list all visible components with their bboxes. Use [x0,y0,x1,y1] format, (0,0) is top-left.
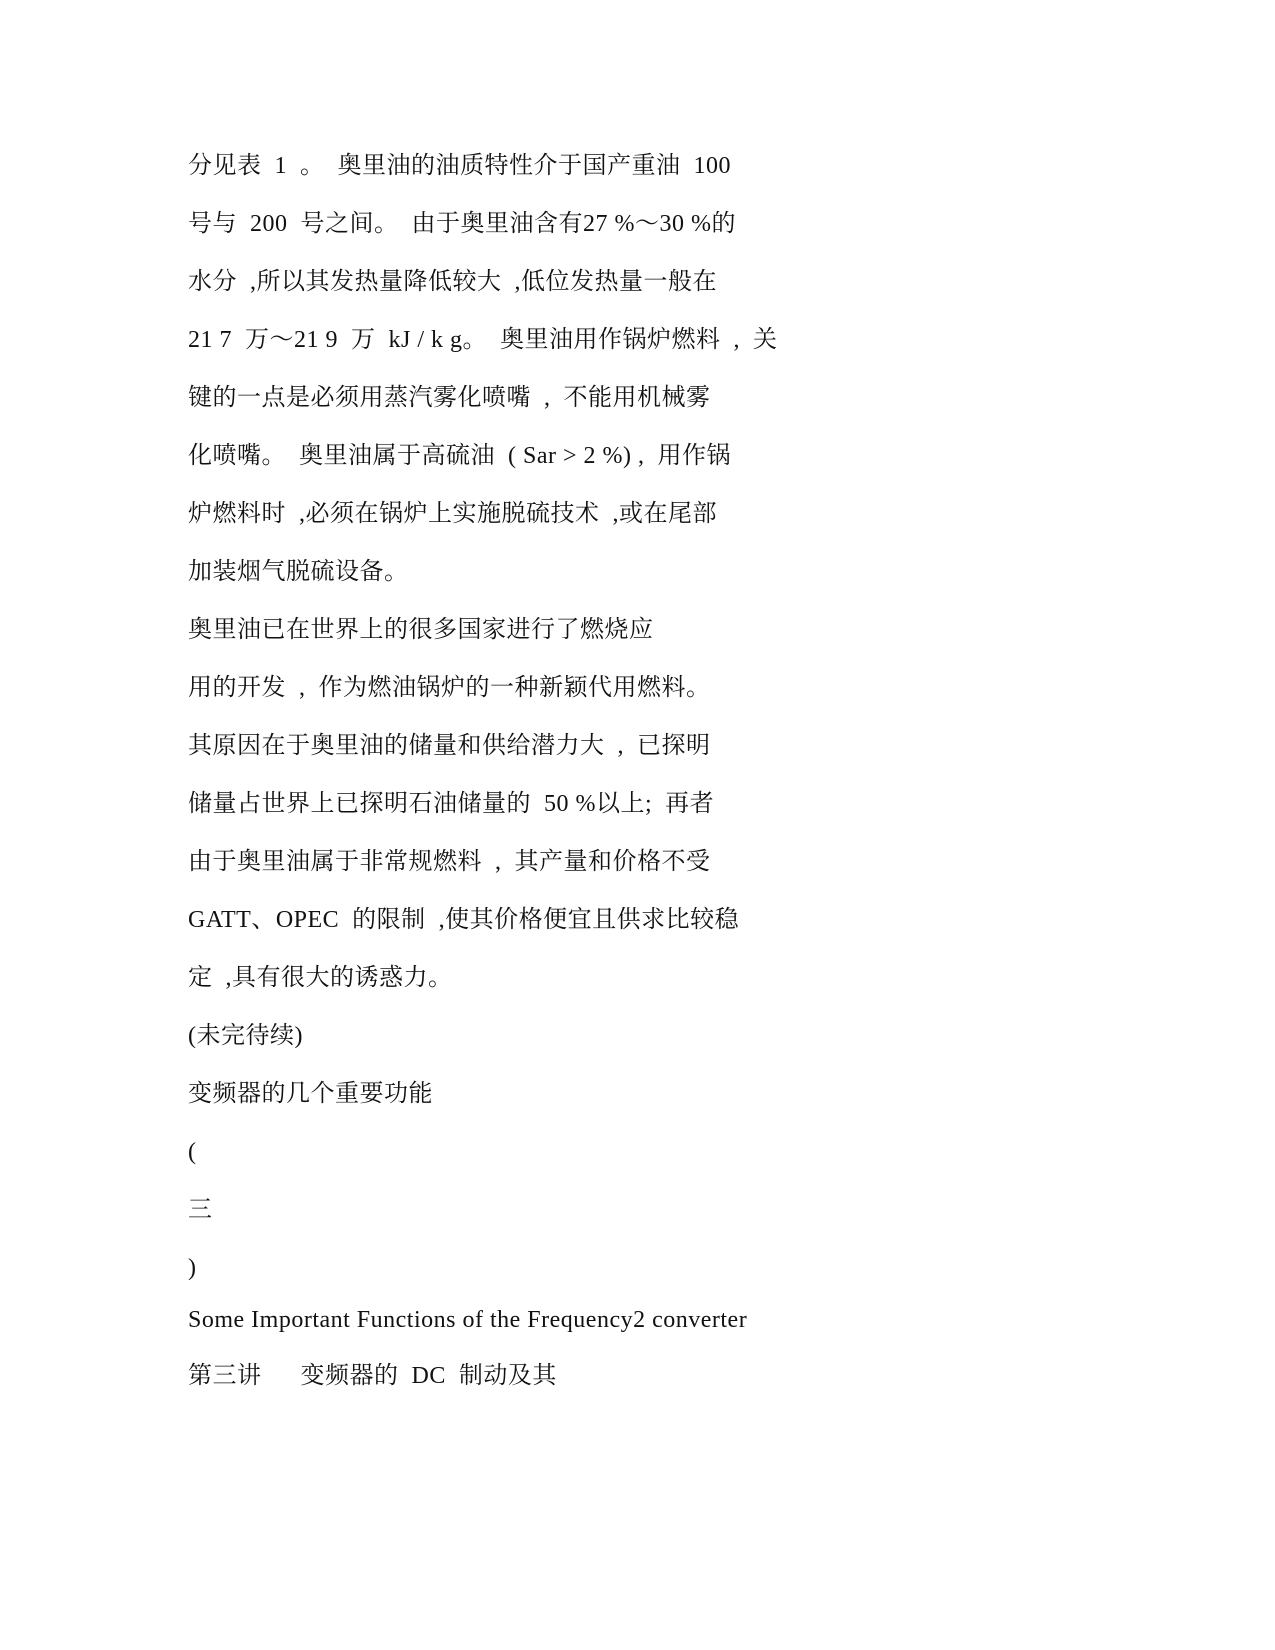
text-line: GATT、OPEC 的限制 ,使其价格便宜且供求比较稳 [188,907,740,933]
text-line: 定 ,具有很大的诱惑力。 [188,965,453,991]
text-line: 21 7 万～21 9 万 kJ / k g。 奥里油用作锅炉燃料 , 关 [188,327,778,353]
text-line: 用的开发 , 作为燃油锅炉的一种新颖代用燃料。 [188,675,711,701]
text-line: 奥里油已在世界上的很多国家进行了燃烧应 [188,617,654,643]
text-line: 键的一点是必须用蒸汽雾化喷嘴 , 不能用机械雾 [188,385,711,411]
text-line: 储量占世界上已探明石油储量的 50 %以上; 再者 [188,791,715,817]
text-line: 由于奥里油属于非常规燃料 , 其产量和价格不受 [188,849,711,875]
text-line: 水分 ,所以其发热量降低较大 ,低位发热量一般在 [188,269,717,295]
to-be-continued-note: (未完待续) [188,1023,303,1049]
section-title: 变频器的几个重要功能 [188,1081,433,1107]
text-line: 化喷嘴。 奥里油属于高硫油 ( Sar > 2 %) , 用作锅 [188,443,732,469]
text-line: 三 [188,1197,213,1223]
text-line: 分见表 1 。 奥里油的油质特性介于国产重油 100 [188,153,731,179]
text-line: 号与 200 号之间。 由于奥里油含有27 %～30 %的 [188,211,736,237]
english-title: Some Important Functions of the Frequency2 converter [188,1307,748,1333]
text-line: ) [188,1255,197,1281]
lecture-heading: 第三讲 变频器的 DC 制动及其 [188,1363,557,1389]
text-line: 炉燃料时 ,必须在锅炉上实施脱硫技术 ,或在尾部 [188,501,717,527]
text-line: 加装烟气脱硫设备。 [188,559,409,585]
text-line: ( [188,1139,197,1165]
text-line: 其原因在于奥里油的储量和供给潜力大 , 已探明 [188,733,711,759]
